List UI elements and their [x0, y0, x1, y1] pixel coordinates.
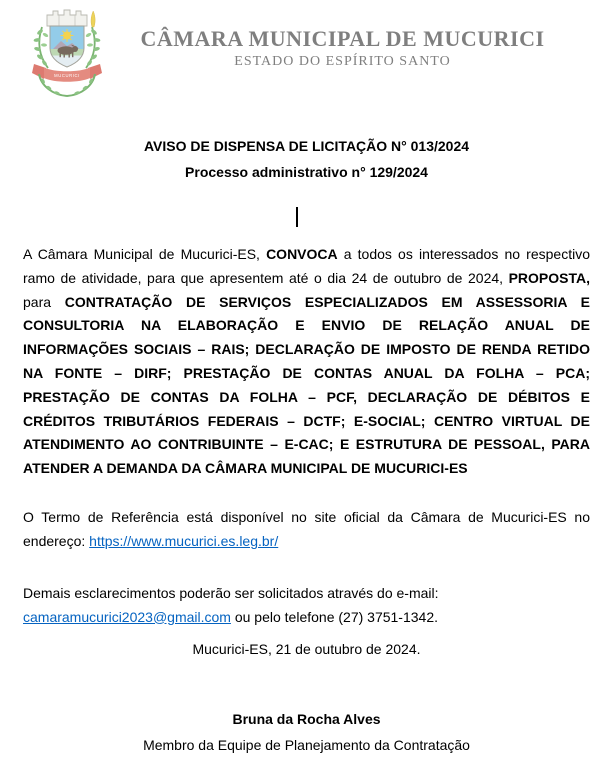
- text-segment: para: [23, 293, 65, 310]
- body-paragraph-1: [23, 243, 590, 481]
- text-segment: CONVOCA: [266, 246, 338, 262]
- date-line: Mucurici-ES, 21 de outubro de 2024.: [192, 641, 421, 657]
- body-paragraph-3: [23, 582, 590, 630]
- text-segment: CONTRATAÇÃO DE SERVIÇOS ESPECIALIZADOS EM ASSESSORIA E CONSULTORIA NA ELABORAÇÃO E ENVIO DE RELAÇÃO ANUAL DE INFORMAÇÕES SOCIAIS – RAIS; DECLARAÇÃO DE IMPOSTO DE RENDA RETIDO NA FONTE – DIRF; PRESTAÇÃO DE CONTAS ANUAL DA FOLHA – PCA; PRESTAÇÃO DE CONTAS DA FOLHA – PCF, DECLARAÇÃO DE DÉBITOS E CRÉDITOS TRIBUTÁRIOS FEDERAIS – DCTF; E-SOCIAL; CENTRO VIRTUAL DE ATENDIMENTO AO CONTRIBUINTE – E-CAC; E ESTRUTURA DE PESSOAL, PARA ATENDER A DEMANDA DA CÂMARA MUNICIPAL DE MUCURICI-ES: [23, 293, 590, 477]
- shield-icon: [50, 26, 84, 69]
- crown-icon: [47, 10, 87, 26]
- text-cursor[interactable]: [296, 207, 298, 227]
- signature-name: Bruna da Rocha Alves: [232, 711, 381, 727]
- text-segment: ou pelo telefone (27) 3751-1342.: [230, 608, 438, 625]
- text-segment: a todos os interessados no respectivo ramo de atividade, para que apresentem até o dia 24 de outubro de 2024,: [23, 246, 590, 286]
- email-link[interactable]: camaramucurici2023@gmail.com: [23, 608, 231, 625]
- coffee-branch-icon: [33, 27, 49, 68]
- process-number: Processo administrativo n° 129/2024: [185, 164, 428, 180]
- body-paragraph-2: [23, 506, 590, 554]
- org-subtitle: ESTADO DO ESPÍRITO SANTO: [234, 54, 451, 69]
- letterhead: [110, 26, 575, 71]
- org-title: CÂMARA MUNICIPAL DE MUCURICI: [140, 26, 545, 51]
- text-segment: A Câmara Municipal de Mucurici-ES,: [23, 246, 267, 262]
- notice-title: AVISO DE DISPENSA DE LICITAÇÃO N° 013/2024: [143, 138, 470, 154]
- ribbon-text: MUCURICI: [54, 73, 80, 78]
- text-segment: PROPOSTA,: [508, 269, 590, 286]
- text-segment: O Termo de Referência está disponível no site oficial da Câmara de Mucurici-ES no endereço:: [23, 509, 590, 549]
- signature-role: Membro da Equipe de Planejamento da Contratação: [143, 737, 470, 753]
- coat-of-arms-logo: [26, 5, 108, 99]
- website-link[interactable]: https://www.mucurici.es.leg.br/: [89, 532, 279, 549]
- text-segment: Demais esclarecimentos poderão ser solicitados através do e-mail:: [23, 585, 439, 601]
- notice-headings: [23, 133, 590, 185]
